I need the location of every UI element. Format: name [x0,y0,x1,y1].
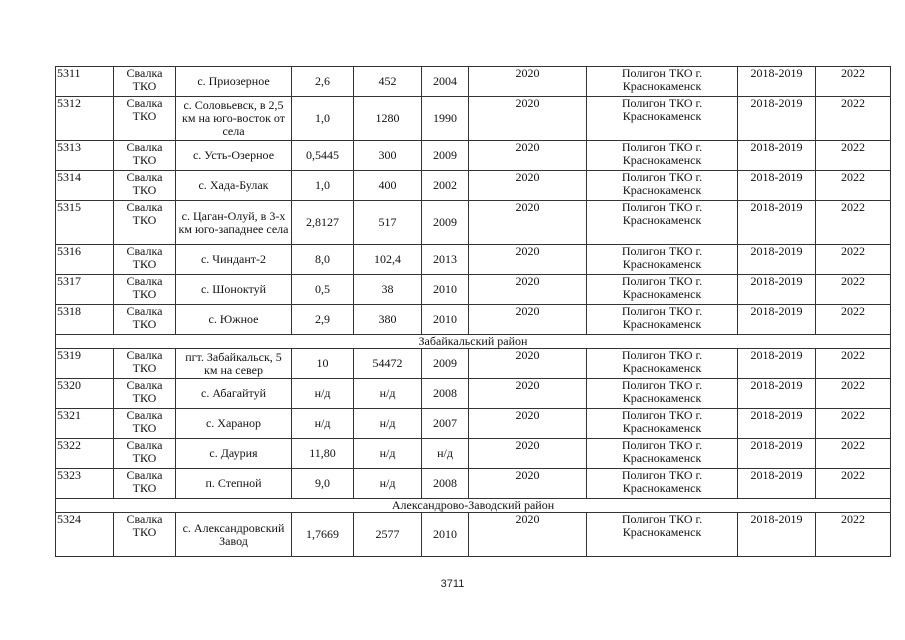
cell-final-year: 2022 [816,379,891,409]
registry-body [56,67,891,557]
cell-number: 5316 [56,245,114,275]
cell-volume: 2577 [354,513,422,557]
cell-target-facility: Полигон ТКО г. Краснокаменск [587,67,738,97]
cell-volume: н/д [354,469,422,499]
cell-final-year: 2022 [816,171,891,201]
cell-target-facility: Полигон ТКО г. Краснокаменск [587,275,738,305]
cell-object-type: Свалка ТКО [114,305,176,335]
cell-location: с. Приозерное [176,67,292,97]
cell-object-type: Свалка ТКО [114,171,176,201]
cell-location: с. Соловьевск, в 2,5 км на юго-восток от села [176,97,292,141]
cell-target-facility: Полигон ТКО г. Краснокаменск [587,379,738,409]
cell-number: 5320 [56,379,114,409]
cell-final-year: 2022 [816,513,891,557]
cell-number: 5318 [56,305,114,335]
cell-start-year: 2010 [422,305,469,335]
cell-period: 2018-2019 [738,97,816,141]
cell-closure-year: 2020 [469,305,587,335]
cell-final-year: 2022 [816,469,891,499]
cell-closure-year: 2020 [469,275,587,305]
cell-location: с. Южное [176,305,292,335]
cell-volume: 380 [354,305,422,335]
cell-closure-year: 2020 [469,469,587,499]
table-row [56,513,891,557]
cell-closure-year: 2020 [469,171,587,201]
cell-area: н/д [292,409,354,439]
cell-volume: н/д [354,379,422,409]
district-title: Забайкальский район [56,335,891,349]
cell-target-facility: Полигон ТКО г. Краснокаменск [587,171,738,201]
cell-target-facility: Полигон ТКО г. Краснокаменск [587,513,738,557]
cell-final-year: 2022 [816,67,891,97]
cell-object-type: Свалка ТКО [114,513,176,557]
cell-start-year: 2007 [422,409,469,439]
cell-start-year: 2008 [422,379,469,409]
cell-number: 5323 [56,469,114,499]
cell-number: 5314 [56,171,114,201]
cell-period: 2018-2019 [738,439,816,469]
cell-object-type: Свалка ТКО [114,97,176,141]
table-row [56,67,891,97]
table-row [56,349,891,379]
cell-location: с. Чиндант-2 [176,245,292,275]
cell-volume: 452 [354,67,422,97]
cell-final-year: 2022 [816,245,891,275]
cell-start-year: 2002 [422,171,469,201]
cell-object-type: Свалка ТКО [114,67,176,97]
cell-period: 2018-2019 [738,305,816,335]
cell-target-facility: Полигон ТКО г. Краснокаменск [587,409,738,439]
cell-volume: 54472 [354,349,422,379]
cell-object-type: Свалка ТКО [114,349,176,379]
cell-location: с. Цаган-Олуй, в 3-х км юго-западнее села [176,201,292,245]
cell-object-type: Свалка ТКО [114,245,176,275]
cell-number: 5315 [56,201,114,245]
table-row [56,439,891,469]
cell-object-type: Свалка ТКО [114,141,176,171]
cell-period: 2018-2019 [738,141,816,171]
table-row [56,275,891,305]
table-row [56,245,891,275]
cell-number: 5313 [56,141,114,171]
cell-location: пгт. Забайкальск, 5 км на север [176,349,292,379]
cell-number: 5321 [56,409,114,439]
table-row [56,469,891,499]
cell-target-facility: Полигон ТКО г. Краснокаменск [587,349,738,379]
cell-start-year: 2013 [422,245,469,275]
district-title: Александрово-Заводский район [56,499,891,513]
cell-closure-year: 2020 [469,513,587,557]
cell-start-year: 2009 [422,349,469,379]
cell-start-year: 2010 [422,275,469,305]
cell-area: 1,0 [292,97,354,141]
table-row [56,97,891,141]
cell-location: с. Хада-Булак [176,171,292,201]
cell-final-year: 2022 [816,409,891,439]
cell-number: 5324 [56,513,114,557]
table-row [56,409,891,439]
cell-start-year: 2004 [422,67,469,97]
cell-area: 2,8127 [292,201,354,245]
cell-location: с. Абагайтуй [176,379,292,409]
cell-location: с. Усть-Озерное [176,141,292,171]
cell-location: с. Александровский Завод [176,513,292,557]
cell-area: 10 [292,349,354,379]
cell-closure-year: 2020 [469,409,587,439]
cell-closure-year: 2020 [469,141,587,171]
cell-object-type: Свалка ТКО [114,379,176,409]
cell-final-year: 2022 [816,201,891,245]
cell-closure-year: 2020 [469,245,587,275]
cell-area: 1,7669 [292,513,354,557]
cell-target-facility: Полигон ТКО г. Краснокаменск [587,201,738,245]
cell-target-facility: Полигон ТКО г. Краснокаменск [587,141,738,171]
cell-final-year: 2022 [816,141,891,171]
cell-volume: н/д [354,409,422,439]
cell-target-facility: Полигон ТКО г. Краснокаменск [587,439,738,469]
cell-number: 5311 [56,67,114,97]
cell-area: 2,9 [292,305,354,335]
cell-closure-year: 2020 [469,67,587,97]
table-row [56,201,891,245]
cell-volume: 102,4 [354,245,422,275]
cell-volume: н/д [354,439,422,469]
cell-area: 1,0 [292,171,354,201]
cell-object-type: Свалка ТКО [114,439,176,469]
cell-area: н/д [292,379,354,409]
table-row [56,379,891,409]
table-row [56,171,891,201]
cell-period: 2018-2019 [738,245,816,275]
cell-period: 2018-2019 [738,349,816,379]
cell-location: с. Харанор [176,409,292,439]
cell-closure-year: 2020 [469,349,587,379]
cell-object-type: Свалка ТКО [114,469,176,499]
cell-object-type: Свалка ТКО [114,409,176,439]
cell-target-facility: Полигон ТКО г. Краснокаменск [587,305,738,335]
cell-closure-year: 2020 [469,201,587,245]
cell-period: 2018-2019 [738,469,816,499]
cell-closure-year: 2020 [469,379,587,409]
district-section-row [56,335,891,349]
cell-target-facility: Полигон ТКО г. Краснокаменск [587,97,738,141]
cell-period: 2018-2019 [738,67,816,97]
cell-period: 2018-2019 [738,275,816,305]
cell-period: 2018-2019 [738,409,816,439]
cell-start-year: 2009 [422,141,469,171]
cell-location: с. Даурия [176,439,292,469]
cell-start-year: 2009 [422,201,469,245]
cell-period: 2018-2019 [738,201,816,245]
cell-area: 2,6 [292,67,354,97]
cell-object-type: Свалка ТКО [114,201,176,245]
cell-start-year: 1990 [422,97,469,141]
cell-start-year: н/д [422,439,469,469]
table-row [56,305,891,335]
cell-area: 9,0 [292,469,354,499]
cell-closure-year: 2020 [469,97,587,141]
cell-object-type: Свалка ТКО [114,275,176,305]
cell-final-year: 2022 [816,275,891,305]
cell-closure-year: 2020 [469,439,587,469]
cell-start-year: 2010 [422,513,469,557]
cell-start-year: 2008 [422,469,469,499]
cell-target-facility: Полигон ТКО г. Краснокаменск [587,469,738,499]
page-number: 3711 [440,578,465,590]
table-row [56,141,891,171]
cell-volume: 1280 [354,97,422,141]
landfill-registry-table [55,66,891,557]
cell-volume: 517 [354,201,422,245]
cell-period: 2018-2019 [738,171,816,201]
cell-target-facility: Полигон ТКО г. Краснокаменск [587,245,738,275]
cell-area: 8,0 [292,245,354,275]
cell-number: 5317 [56,275,114,305]
cell-period: 2018-2019 [738,379,816,409]
cell-location: с. Шоноктуй [176,275,292,305]
cell-area: 0,5 [292,275,354,305]
cell-final-year: 2022 [816,439,891,469]
cell-final-year: 2022 [816,305,891,335]
cell-area: 0,5445 [292,141,354,171]
cell-volume: 400 [354,171,422,201]
cell-area: 11,80 [292,439,354,469]
cell-number: 5322 [56,439,114,469]
cell-final-year: 2022 [816,97,891,141]
cell-final-year: 2022 [816,349,891,379]
cell-location: п. Степной [176,469,292,499]
cell-period: 2018-2019 [738,513,816,557]
cell-volume: 300 [354,141,422,171]
district-section-row [56,499,891,513]
cell-volume: 38 [354,275,422,305]
cell-number: 5312 [56,97,114,141]
cell-number: 5319 [56,349,114,379]
